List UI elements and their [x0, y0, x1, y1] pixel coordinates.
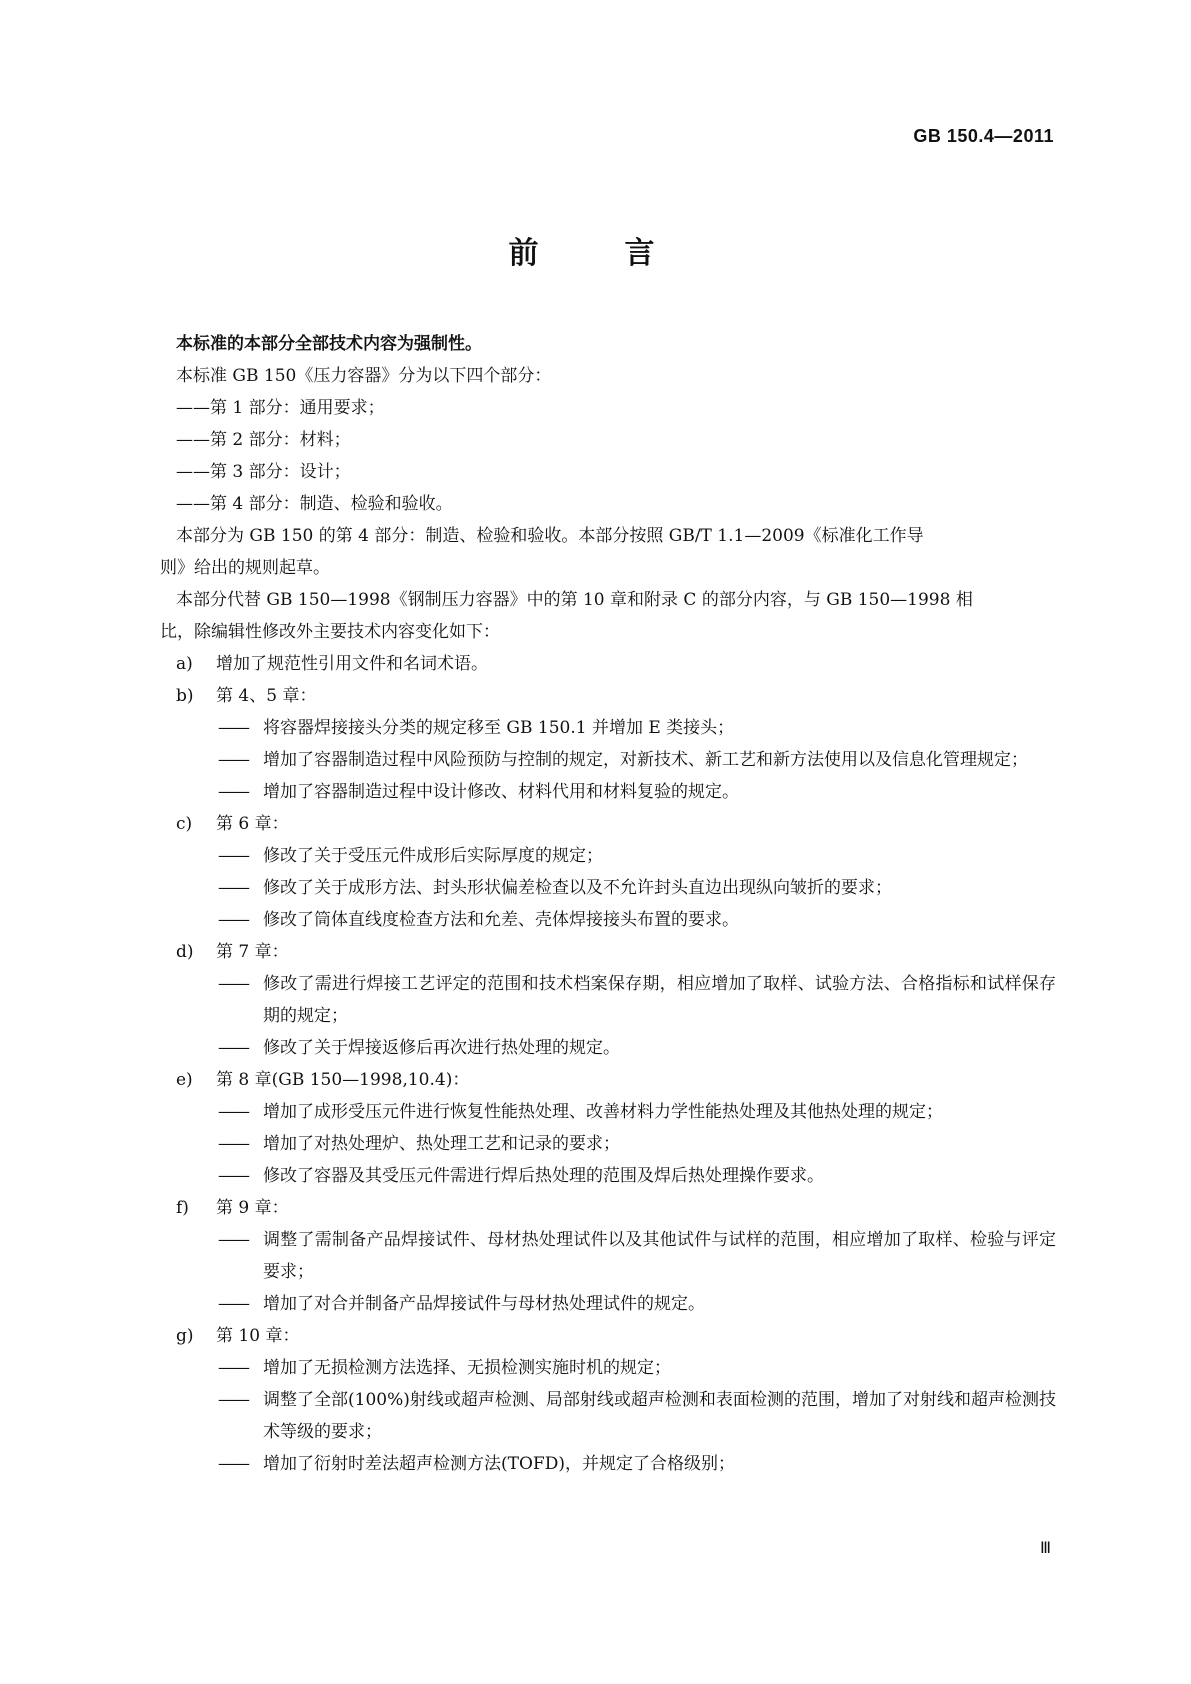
part-line: ——第 1 部分：通用要求；	[176, 398, 385, 418]
change-item	[176, 808, 1056, 840]
change-subitem	[176, 904, 1056, 936]
item-text: 第 7 章：	[216, 942, 289, 962]
subitem-text: 修改了筒体直线度检查方法和允差、壳体焊接接头布置的要求。	[263, 910, 739, 930]
part-line: ——第 2 部分：材料；	[176, 430, 351, 450]
page-number: Ⅲ	[1039, 1540, 1051, 1557]
subitem-text: 调整了全部(100%)射线或超声检测、局部射线或超声检测和表面检测的范围，增加了对射线和超声检测技术等级的要求；	[263, 1390, 1056, 1442]
dash-marker: ——	[218, 750, 248, 770]
change-item	[176, 1192, 1056, 1224]
subitem-text: 增加了衍射时差法超声检测方法(TOFD)，并规定了合格级别；	[263, 1454, 735, 1474]
dash-marker: ——	[218, 1166, 248, 1186]
item-marker: b)	[176, 686, 194, 706]
change-item	[176, 1320, 1056, 1352]
subitem-text: 修改了关于焊接返修后再次进行热处理的规定。	[263, 1038, 620, 1058]
part-line: ——第 4 部分：制造、检验和验收。	[176, 494, 453, 514]
change-item	[176, 680, 1056, 712]
item-text: 增加了规范性引用文件和名词术语。	[216, 654, 488, 674]
subitem-text: 修改了关于受压元件成形后实际厚度的规定；	[263, 846, 603, 866]
subitem-text: 增加了无损检测方法选择、无损检测实施时机的规定；	[263, 1358, 671, 1378]
subitem-text: 增加了对合并制备产品焊接试件与母材热处理试件的规定。	[263, 1294, 705, 1314]
subitem-text: 增加了对热处理炉、热处理工艺和记录的要求；	[263, 1134, 620, 1154]
dash-marker: ——	[218, 1230, 248, 1250]
scope-paragraph-line1: 本部分为 GB 150 的第 4 部分：制造、检验和验收。本部分按照 GB/T 1.1—2009《标准化工作导	[176, 526, 924, 546]
page-title: 前 言	[508, 236, 683, 271]
dash-marker: ——	[218, 1358, 248, 1378]
item-text: 第 6 章：	[216, 814, 289, 834]
subitem-text: 修改了需进行焊接工艺评定的范围和技术档案保存期，相应增加了取样、试验方法、合格指标和试样保存期的规定；	[263, 974, 1056, 1026]
item-marker: a)	[176, 654, 193, 674]
item-marker: c)	[176, 814, 193, 834]
dash-marker: ——	[218, 1038, 248, 1058]
dash-marker: ——	[218, 1134, 248, 1154]
change-item	[176, 648, 1056, 680]
item-marker: d)	[176, 942, 194, 962]
dash-marker: ——	[218, 1390, 248, 1410]
subitem-text: 修改了关于成形方法、封头形状偏差检查以及不允许封头直边出现纵向皱折的要求；	[263, 878, 892, 898]
item-text: 第 10 章：	[216, 1326, 300, 1346]
change-subitem	[176, 1032, 1056, 1064]
change-item	[176, 1064, 1056, 1096]
change-subitem	[176, 1448, 1056, 1480]
change-subitem	[176, 1096, 1056, 1128]
change-subitem	[176, 776, 1056, 808]
change-subitem	[176, 968, 1056, 1032]
change-subitem	[176, 840, 1056, 872]
change-subitem	[176, 1352, 1056, 1384]
dash-marker: ——	[218, 1454, 248, 1474]
dash-marker: ——	[218, 846, 248, 866]
dash-marker: ——	[218, 910, 248, 930]
change-subitem	[176, 872, 1056, 904]
replace-paragraph-line2: 比，除编辑性修改外主要技术内容变化如下：	[160, 622, 500, 642]
subitem-text: 增加了容器制造过程中风险预防与控制的规定，对新技术、新工艺和新方法使用以及信息化管理规定；	[263, 750, 1028, 770]
change-subitem	[176, 744, 1056, 776]
dash-marker: ——	[218, 1102, 248, 1122]
item-marker: g)	[176, 1326, 194, 1346]
mandatory-statement: 本标准的本部分全部技术内容为强制性。	[176, 334, 482, 354]
item-text: 第 9 章：	[216, 1198, 289, 1218]
subitem-text: 将容器焊接接头分类的规定移至 GB 150.1 并增加 E 类接头；	[263, 718, 735, 738]
change-subitem	[176, 712, 1056, 744]
dash-marker: ——	[218, 878, 248, 898]
parts-intro: 本标准 GB 150《压力容器》分为以下四个部分：	[176, 366, 552, 386]
change-subitem	[176, 1384, 1056, 1448]
item-marker: e)	[176, 1070, 193, 1090]
dash-marker: ——	[218, 718, 248, 738]
replace-paragraph-line1: 本部分代替 GB 150—1998《钢制压力容器》中的第 10 章和附录 C 的部分内容，与 GB 150—1998 相	[176, 590, 973, 610]
document-body	[160, 328, 1056, 1480]
subitem-text: 增加了容器制造过程中设计修改、材料代用和材料复验的规定。	[263, 782, 739, 802]
dash-marker: ——	[218, 974, 248, 994]
subitem-text: 修改了容器及其受压元件需进行焊后热处理的范围及焊后热处理操作要求。	[263, 1166, 824, 1186]
scope-paragraph-line2: 则》给出的规则起草。	[160, 558, 330, 578]
change-subitem	[176, 1288, 1056, 1320]
item-marker: f)	[176, 1198, 189, 1218]
change-item	[176, 936, 1056, 968]
dash-marker: ——	[218, 782, 248, 802]
part-line: ——第 3 部分：设计；	[176, 462, 351, 482]
standard-code: GB 150.4—2011	[913, 126, 1054, 146]
dash-marker: ——	[218, 1294, 248, 1314]
change-subitem	[176, 1160, 1056, 1192]
change-list	[176, 648, 1056, 1480]
item-text: 第 8 章(GB 150—1998,10.4)：	[216, 1070, 470, 1090]
subitem-text: 调整了需制备产品焊接试件、母材热处理试件以及其他试件与试样的范围，相应增加了取样、检验与评定要求；	[263, 1230, 1056, 1282]
change-subitem	[176, 1224, 1056, 1288]
change-subitem	[176, 1128, 1056, 1160]
subitem-text: 增加了成形受压元件进行恢复性能热处理、改善材料力学性能热处理及其他热处理的规定；	[263, 1102, 943, 1122]
item-text: 第 4、5 章：	[216, 686, 317, 706]
